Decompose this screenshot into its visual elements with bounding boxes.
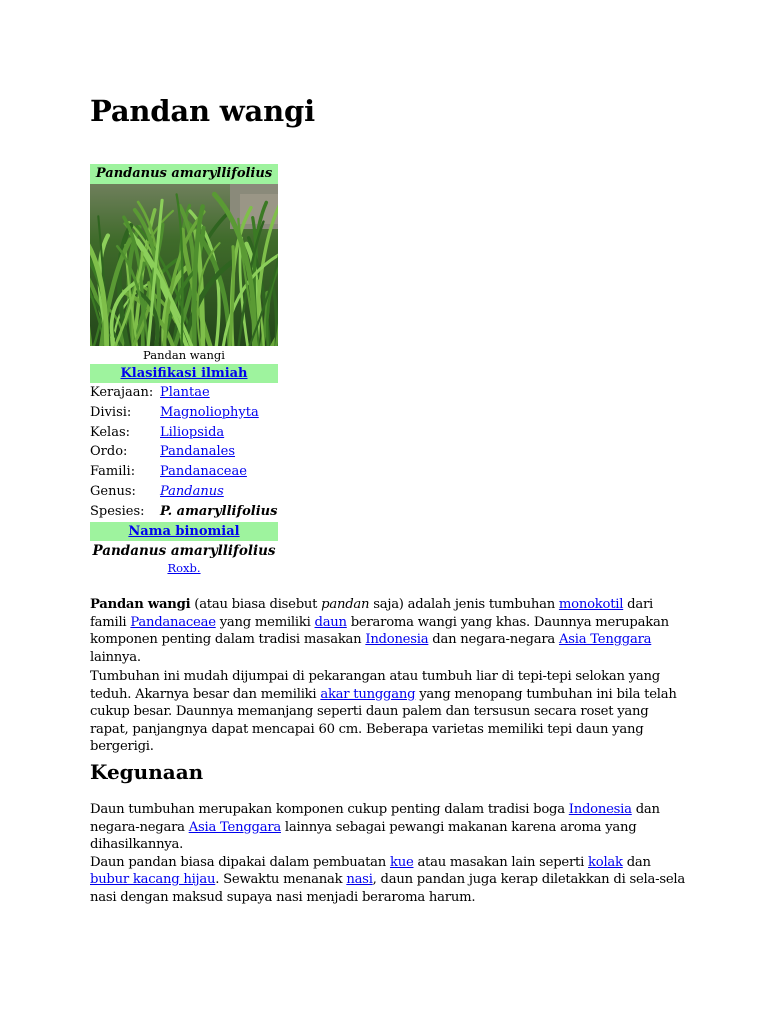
taxobox-header: Pandanus amaryllifolius	[90, 164, 278, 184]
link-indonesia-2[interactable]: Indonesia	[568, 802, 632, 817]
classification-label: Divisi:	[90, 404, 132, 420]
classification-row	[90, 502, 278, 522]
link-bubur-kacang-hijau[interactable]: bubur kacang hijau	[90, 872, 216, 887]
classification-link[interactable]: Pandanaceae	[160, 464, 247, 480]
link-kue[interactable]: kue	[389, 854, 414, 870]
classification-rows	[90, 383, 278, 522]
classification-value: P. amaryllifolius	[160, 503, 278, 519]
pandan-photo[interactable]	[90, 184, 278, 346]
classification-row	[90, 423, 278, 443]
kegunaan-paragraph-1: Daun tumbuhan merupakan komponen cukup penting dalam tradisi boga Indonesia dan negara-negara Asia Tenggara lainnya sebagai pewangi makanan karena aroma yang dihasilkannya. Daun pandan biasa dipakai dalam pembuatan kue atau masakan lain seperti kolak dan bubur kacang hijau. Sewaktu menanak nasi, daun pandan juga kerap diletakkan di sela-sela nasi dengan maksud supaya nasi menjadi beraroma harum.	[90, 802, 685, 905]
page-title: Pandan wangi	[90, 94, 315, 128]
intro-paragraph-2: Tumbuhan ini mudah dijumpai di pekarangan atau tumbuh liar di tepi-tepi selokan yang teduh. Akarnya besar dan memiliki akar tunggang yang menopang tumbuhan ini bila telah cukup besar. Daunnya memanjang seperti daun palem dan tersusun secara roset yang rapat, panjangnya dapat mencapai 60 cm. Beberapa varietas memiliki tepi daun yang bergerigi.	[90, 669, 677, 754]
classification-label: Genus:	[90, 483, 136, 499]
link-daun[interactable]: daun	[314, 614, 347, 630]
link-akar-tunggang[interactable]: akar tunggang	[320, 686, 416, 702]
classification-heading[interactable]: Klasifikasi ilmiah	[90, 364, 278, 383]
link-pandanaceae[interactable]: Pandanaceae	[130, 614, 216, 630]
classification-row	[90, 403, 278, 423]
link-asia-tenggara[interactable]: Asia Tenggara	[558, 632, 652, 647]
link-kolak[interactable]: kolak	[588, 854, 623, 870]
binomial-name: Pandanus amaryllifolius	[92, 542, 276, 559]
classification-row	[90, 383, 278, 403]
classification-label: Spesies:	[90, 503, 145, 519]
link-indonesia[interactable]: Indonesia	[365, 632, 429, 647]
classification-link[interactable]: Pandanales	[160, 444, 236, 460]
classification-row	[90, 462, 278, 482]
classification-link[interactable]: Plantae	[160, 385, 210, 400]
classification-link[interactable]: Liliopsida	[160, 424, 225, 440]
classification-link[interactable]: Pandanus	[160, 483, 224, 499]
binomial-heading[interactable]: Nama binomial	[90, 522, 278, 541]
link-nasi[interactable]: nasi	[346, 872, 373, 887]
classification-link[interactable]: Magnoliophyta	[160, 404, 259, 420]
link-asia-tenggara-2[interactable]: Asia Tenggara	[188, 819, 281, 835]
classification-label: Famili:	[90, 464, 136, 480]
classification-label: Ordo:	[90, 444, 128, 460]
photo-caption: Pandan wangi	[143, 348, 225, 362]
intro-paragraph-1: Pandan wangi (atau biasa disebut pandan saja) adalah jenis tumbuhan monokotil dari famili Pandanaceae yang memiliki daun beraroma wangi yang khas. Daunnya merupakan komponen penting dalam tradisi masakan Indonesia dan negara-negara Asia Tenggara lainnya.	[90, 597, 669, 665]
classification-row	[90, 442, 278, 462]
classification-label: Kerajaan:	[90, 385, 154, 400]
section-heading-kegunaan: Kegunaan	[90, 760, 204, 784]
binomial-authority[interactable]: Roxb.	[167, 560, 201, 575]
classification-label: Kelas:	[90, 424, 131, 440]
taxobox	[90, 164, 278, 575]
link-monokotil[interactable]: monokotil	[558, 597, 624, 612]
classification-row	[90, 482, 278, 502]
